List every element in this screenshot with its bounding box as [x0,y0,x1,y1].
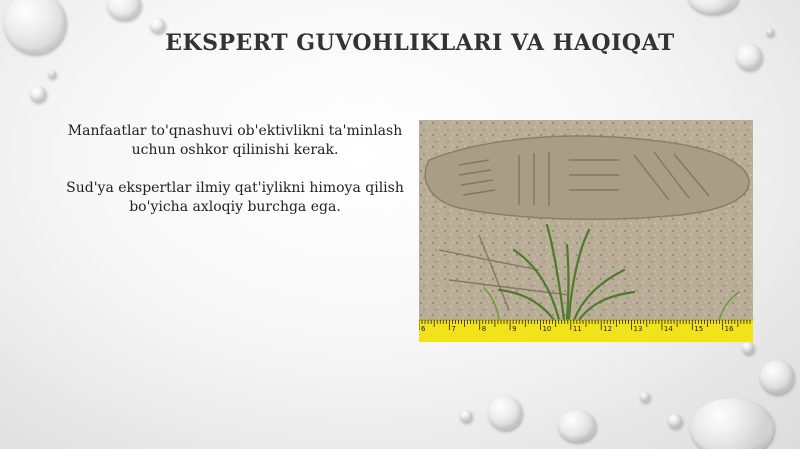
ruler-label: 12 [603,325,613,333]
footprint-photo [419,120,753,342]
ruler-label: 6 [421,325,426,333]
water-drop-icon [4,0,66,54]
water-drop-icon [30,86,46,102]
water-drop-icon [668,414,682,428]
ruler-label: 11 [572,325,582,333]
water-drop-icon [460,410,472,422]
water-drop-icon [488,396,522,430]
ruler-label: 8 [481,325,487,333]
water-drop-icon [760,360,794,394]
paragraph-conflict-of-interest: Manfaatlar to'qnashuvi ob'ektivlikni ta'minlash uchun oshkor qilinishi kerak. [67,123,403,158]
ruler-label: 13 [633,325,643,333]
water-drop-icon [766,28,774,36]
ruler-label: 7 [451,325,456,333]
slide-body [50,122,420,236]
slide-title: EKSPERT GUVOHLIKLARI VA HAQIQAT [165,30,675,56]
water-drop-icon [558,410,596,442]
ruler-label: 10 [542,325,552,333]
water-drop-icon [742,342,754,354]
ruler-label: 16 [724,325,734,333]
ruler-label: 15 [694,325,704,333]
water-drop-icon [688,0,738,14]
water-drop-icon [736,44,762,70]
ruler-label: 9 [512,325,517,333]
paragraph-ethical-duty: Sud'ya ekspertlar ilmiy qat'iylikni himoya qilish bo'yicha axloqiy burchga ega. [66,180,404,215]
water-drop-icon [107,0,141,20]
water-drop-icon [640,392,650,402]
ruler-label: 14 [663,325,673,333]
water-drop-icon [690,398,774,449]
water-drop-icon [48,70,56,78]
